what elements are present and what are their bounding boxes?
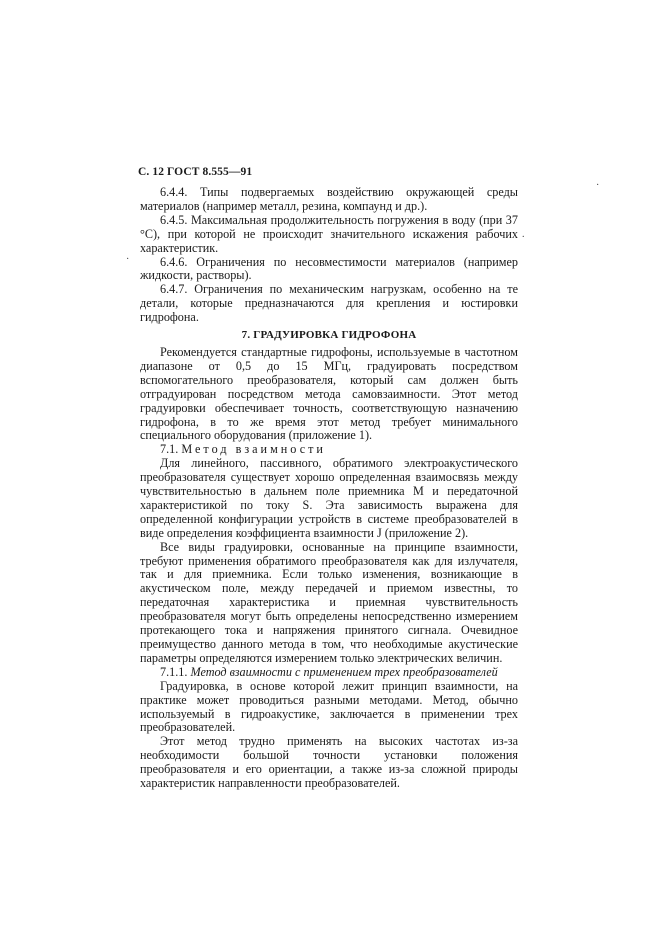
subsection-7-1-1-number: 7.1.1. bbox=[160, 664, 188, 679]
subsection-7-1-1-paragraph-1: Градуировка, в основе которой лежит принцип взаимности, на практике может проводиться разными методами. Метод, обычно используемый в гидроакустике, заключается в применении трех преобразователей. bbox=[140, 678, 518, 735]
paragraph-6-4-5: 6.4.5. Максимальная продолжительность погружения в воду (при 37 °С), при которой не происходит значительного искажения рабочих характеристик. bbox=[140, 212, 518, 255]
subsection-7-1-paragraph-2: Все виды градуировки, основанные на принципе взаимности, требуют применения обратимого преобразователя как для излучателя, так и для приемника. Если только изменения, возникающие в акустическом поле, между передачей и приемом известны, то передаточная характеристика и приемная чувствительность преобразователя могут быть определены непосредственно измерением протекающего тока и напряжения принятого сигнала. Очевидное преимущество данного метода в том, что необходимые акустические параметры определяются измерением только электрических величин. bbox=[140, 539, 518, 665]
paragraph-6-4-6: 6.4.6. Ограничения по несовместимости материалов (например жидкости, растворы). bbox=[140, 254, 518, 283]
paragraph-6-4-7: 6.4.7. Ограничения по механическим нагрузкам, особенно на те детали, которые предназначаются для крепления и юстировки гидрофона. bbox=[140, 282, 518, 325]
scan-mark: . bbox=[522, 229, 525, 240]
subsection-7-1-1-heading bbox=[140, 666, 518, 680]
page-header: С. 12 ГОСТ 8.555—91 bbox=[138, 166, 253, 178]
scan-mark: · bbox=[126, 254, 130, 265]
section-intro: Рекомендуется стандартные гидрофоны, используемые в частотном диапазоне от 0,5 до 15 МГц, градуировать посредством вспомогательного преобразователя, который сам должен быть отградуирован посредством метода самовзаимности. Этот метод градуировки обеспечивает точность, соответствующую назначению гидрофона, в то же время этот метод требует минимального специального оборудования (приложение 1). bbox=[140, 344, 518, 443]
subsection-7-1-1-title: Метод взаимности с применением трех преобразователей bbox=[190, 664, 498, 679]
subsection-7-1-heading bbox=[140, 443, 518, 457]
subsection-7-1-paragraph-1: Для линейного, пассивного, обратимого электроакустического преобразователя существует хорошо определенная взаимосвязь между чувствительностью в дальнем поле приемника M и передаточной характеристикой по току S. Эта зависимость выражена для определенной конфигурации устройств в системе преобразователей в виде определения коэффициента взаимности J (приложение 2). bbox=[140, 456, 518, 540]
subsection-7-1-number: 7.1. bbox=[160, 442, 179, 457]
scan-mark: · bbox=[596, 180, 600, 191]
subsection-7-1-title: Метод взаимности bbox=[181, 442, 326, 457]
subsection-7-1-1-paragraph-2: Этот метод трудно применять на высоких частотах из-за необходимости большой точности установки положения преобразователя и его ориентации, а также из-за сложной природы характеристик направленности преобразователей. bbox=[140, 734, 518, 791]
section-title: 7. ГРАДУИРОВКА ГИДРОФОНА bbox=[241, 329, 417, 342]
paragraph-6-4-4: 6.4.4. Типы подвергаемых воздействию окружающей среды материалов (например металл, резина, компаунд и др.). bbox=[140, 185, 518, 213]
document-body bbox=[140, 186, 518, 791]
